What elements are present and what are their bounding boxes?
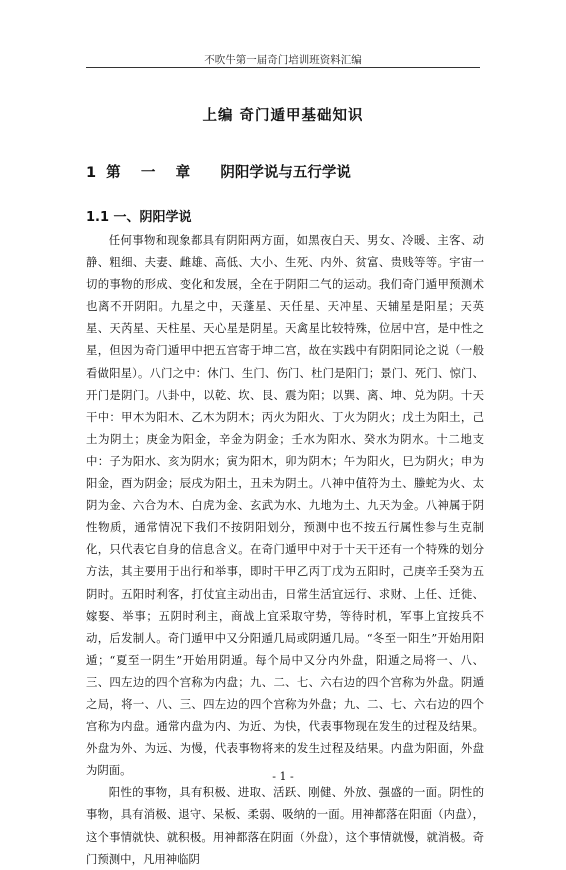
part-title: 上编 奇门遁甲基础知识 xyxy=(202,108,364,124)
running-header: 不吹牛第一届奇门培训班资料汇编 xyxy=(204,54,362,66)
section-title: 1.1 一、阴阳学说 xyxy=(86,210,192,225)
page-number: - 1 - xyxy=(272,770,294,783)
header-divider xyxy=(86,67,480,68)
paragraph: 阳性的事物，具有积极、进取、活跃、刚健、外放、强盛的一面。阴性的事物，具有消极、退守、呆板、柔弱、吸纳的一面。用神都落在阳面（内盘），这个事情就快、就积极。用神都落在阴面（外盘），这个事情就慢，就消极。奇门预测中，凡用神临阴 xyxy=(86,785,484,866)
chapter-title: 1 第 一 章 阴阳学说与五行学说 xyxy=(86,165,351,181)
paragraph: 任何事物和现象都具有阴阳两方面，如黑夜白天、男女、冷暖、主客、动静、粗细、夫妻、雌雄、高低、大小、生死、内外、贫富、贵贱等等。宇宙一切的事物的形成、变化和发展，全在于阴阳二气的运动。我们奇门遁甲预测术也离不开阴阳。九星之中，天蓬星、天任星、天冲星、天辅星是阳星；天英星、天芮星、天柱星、天心星是阴星。天禽星比较特殊，位居中宫，是中性之星，但因为奇门遁甲中把五宫寄于坤二宫，故在实践中有阴阳同论之说（一般看做阳星）。八门之中：休门、生门、伤门、杜门是阳门；景门、死门、惊门、开门是阴门。八卦中，以乾、坎、艮、震为阳；以巽、离、坤、兑为阴。十天干中：甲木为阳木、乙木为阴木；丙火为阳火、丁火为阴火；戊土为阳土，己土为阴土；庚金为阳金，辛金为阴金；壬水为阳水、癸水为阴水。十二地支中：子为阳水、亥为阴水；寅为阳木，卯为阴木；午为阳火，巳为阴火；申为阳金，酉为阴金；辰戌为阳土，丑未为阴土。八神中值符为土、螣蛇为火、太阴为金、六合为木、白虎为金、玄武为水、九地为土、九天为金。八神属于阴性物质，通常情况下我们不按阴阳划分，预测中也不按五行属性参与生克制化，只代表它自身的信息含义。在奇门遁甲中对于十天干还有一个特殊的划分方法，其主要用于出行和举事，即时干甲乙丙丁戊为五阳时，己庚辛壬癸为五阴时。五阳时利客，打仗宜主动出击，日常生活宜远行、求财、上任、迁徙、嫁娶、举事；五阴时利主，商战上宜采取守势，等待时机，军事上宜按兵不动，后发制人。奇门遁甲中又分阳遁几局或阴遁几局。“冬至一阳生”开始用阳遁；“夏至一阴生”开始用阴遁。每个局中又分内外盘，阳遁之局将一、八、三、四左边的四个宫称为内盘；九、二、七、六右边的四个宫称为外盘。阴遁之局，将一、八、三、四左边的四个宫称为外盘；九、二、七、六右边的四个宫称为内盘。通常内盘为内、为近、为快，代表事物现在发生的过程及结果。外盘为外、为远、为慢，代表事物将来的发生过程及结果。内盘为阳面，外盘为阴面。 xyxy=(86,233,484,778)
